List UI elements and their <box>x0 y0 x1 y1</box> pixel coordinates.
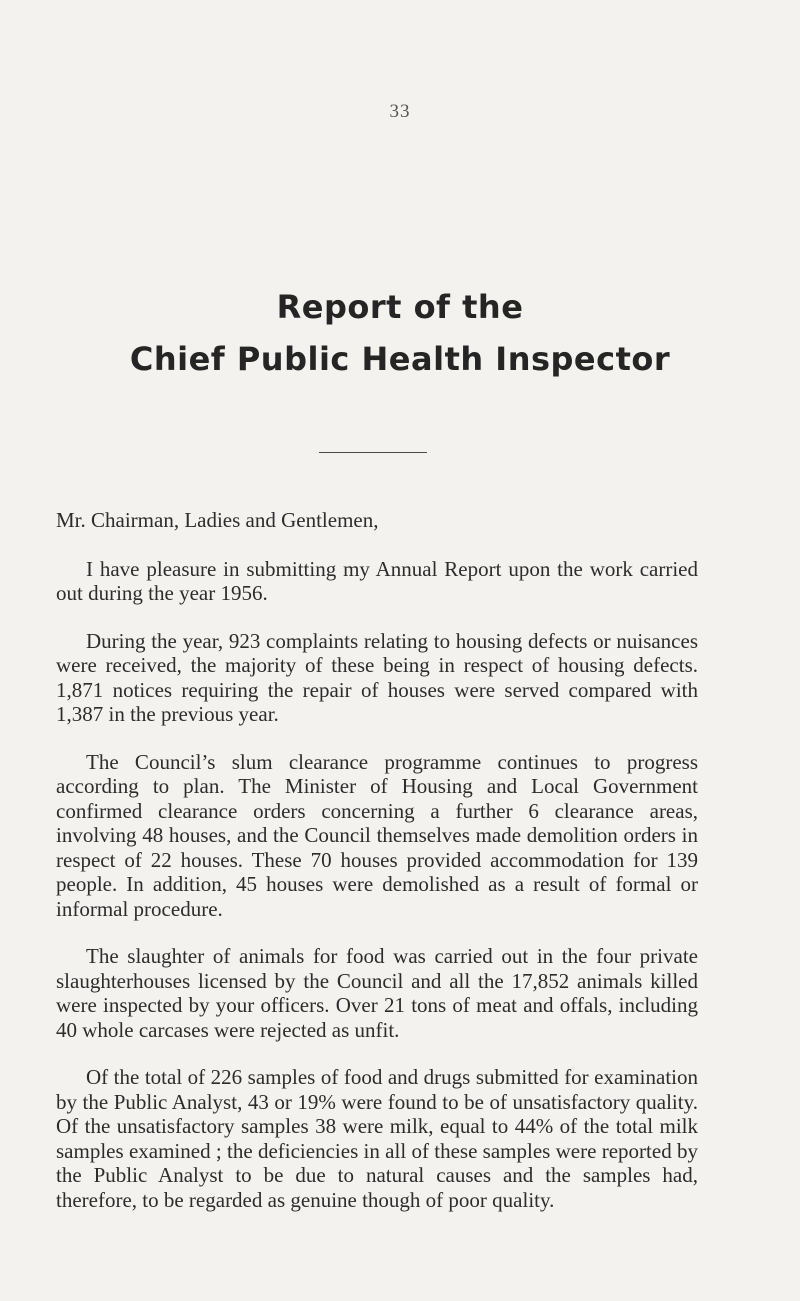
paragraph-complaints: During the year, 923 complaints relating to housing defects or nuisances were received, the majority of these being in respect of housing defects. 1,871 notices requiring the repair of houses were served compared with 1,387 in the previous year. <box>56 628 698 726</box>
report-title-line-2: Chief Public Health Inspector <box>129 340 671 378</box>
paragraph-slum-clearance: The Council’s slum clearance programme continues to progress according to plan. The Minister of Housing and Local Government confirmed clearance orders concerning a further 6 clearance areas, involving 48 houses, and the Council themselves made demolition orders in respect of 22 houses. These 70 houses provided accommodation for 139 people. In addition, 45 houses were demolished as a result of formal or informal procedure. <box>56 749 698 921</box>
page-number: 33 <box>389 101 411 122</box>
letter-body <box>56 508 698 1235</box>
paragraph-intro: I have pleasure in submitting my Annual Report upon the work carried out during the year 1956. <box>56 556 698 605</box>
title-divider <box>319 452 427 453</box>
salutation: Mr. Chairman, Ladies and Gentlemen, <box>56 508 379 532</box>
paragraph-food-samples: Of the total of 226 samples of food and drugs submitted for examination by the Public Analyst, 43 or 19% were found to be of unsatisfactory quality. Of the unsatisfactory samples 38 were milk, equal to 44% of the total milk samples examined ; the deficiencies in all of these samples were reported by the Public Analyst to be due to natural causes and the samples had, therefore, to be regarded as genuine though of poor quality. <box>56 1065 698 1212</box>
report-title-line-1: Report of the <box>276 288 524 326</box>
paragraph-slaughterhouses: The slaughter of animals for food was carried out in the four private slaughterhouses licensed by the Council and all the 17,852 animals killed were inspected by your officers. Over 21 tons of meat and offals, including 40 whole carcases were rejected as unfit. <box>56 944 698 1042</box>
